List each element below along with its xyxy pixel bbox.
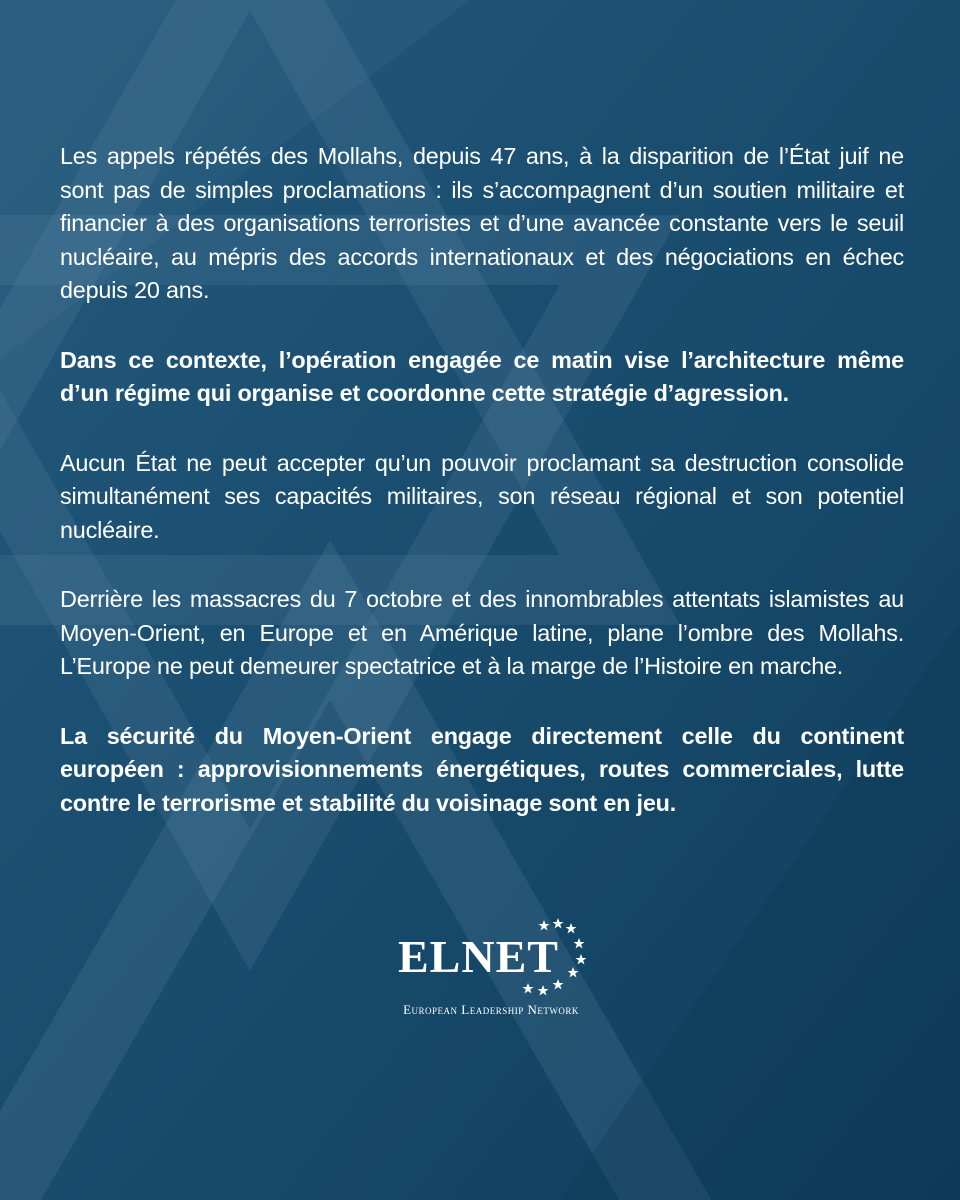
paragraph-2: Dans ce contexte, l’opération engagée ce matin vise l’architecture même d’un régime qui organise et coordonne cette stratégie d’agression. xyxy=(60,346,904,406)
elnet-logo xyxy=(376,910,606,1030)
paragraph-4: Derrière les massacres du 7 octobre et des innombrables attentats islamistes au Moyen-Orient, en Europe et en Amérique latine, plane l’ombre des Mollahs. L’Europe ne peut demeurer spectatrice et à la marge de l’Histoire en marche. xyxy=(60,586,904,679)
paragraph-1: Les appels répétés des Mollahs, depuis 47 ans, à la disparition de l’État juif ne sont pas de simples proclamations : ils s’accompagnent d’un soutien militaire et financier à des organisations terroristes et d’une avancée constante vers le seuil nucléaire, au mépris des accords internationaux et des négociations en échec depuis 20 ans. xyxy=(60,143,904,303)
paragraph-3: Aucun État ne peut accepter qu’un pouvoir proclamant sa destruction consolide simultanément ses capacités militaires, son réseau régional et son potentiel nucléaire. xyxy=(60,449,904,543)
paragraph-5: La sécurité du Moyen-Orient engage directement celle du continent européen : approvisionnements énergétiques, routes commerciales, lutte contre le terrorisme et stabilité du voisinage sont en jeu. xyxy=(60,722,904,816)
elnet-tagline: European Leadership Network xyxy=(403,1002,579,1017)
statement-body xyxy=(60,140,904,856)
elnet-wordmark: ELNET xyxy=(398,931,559,982)
